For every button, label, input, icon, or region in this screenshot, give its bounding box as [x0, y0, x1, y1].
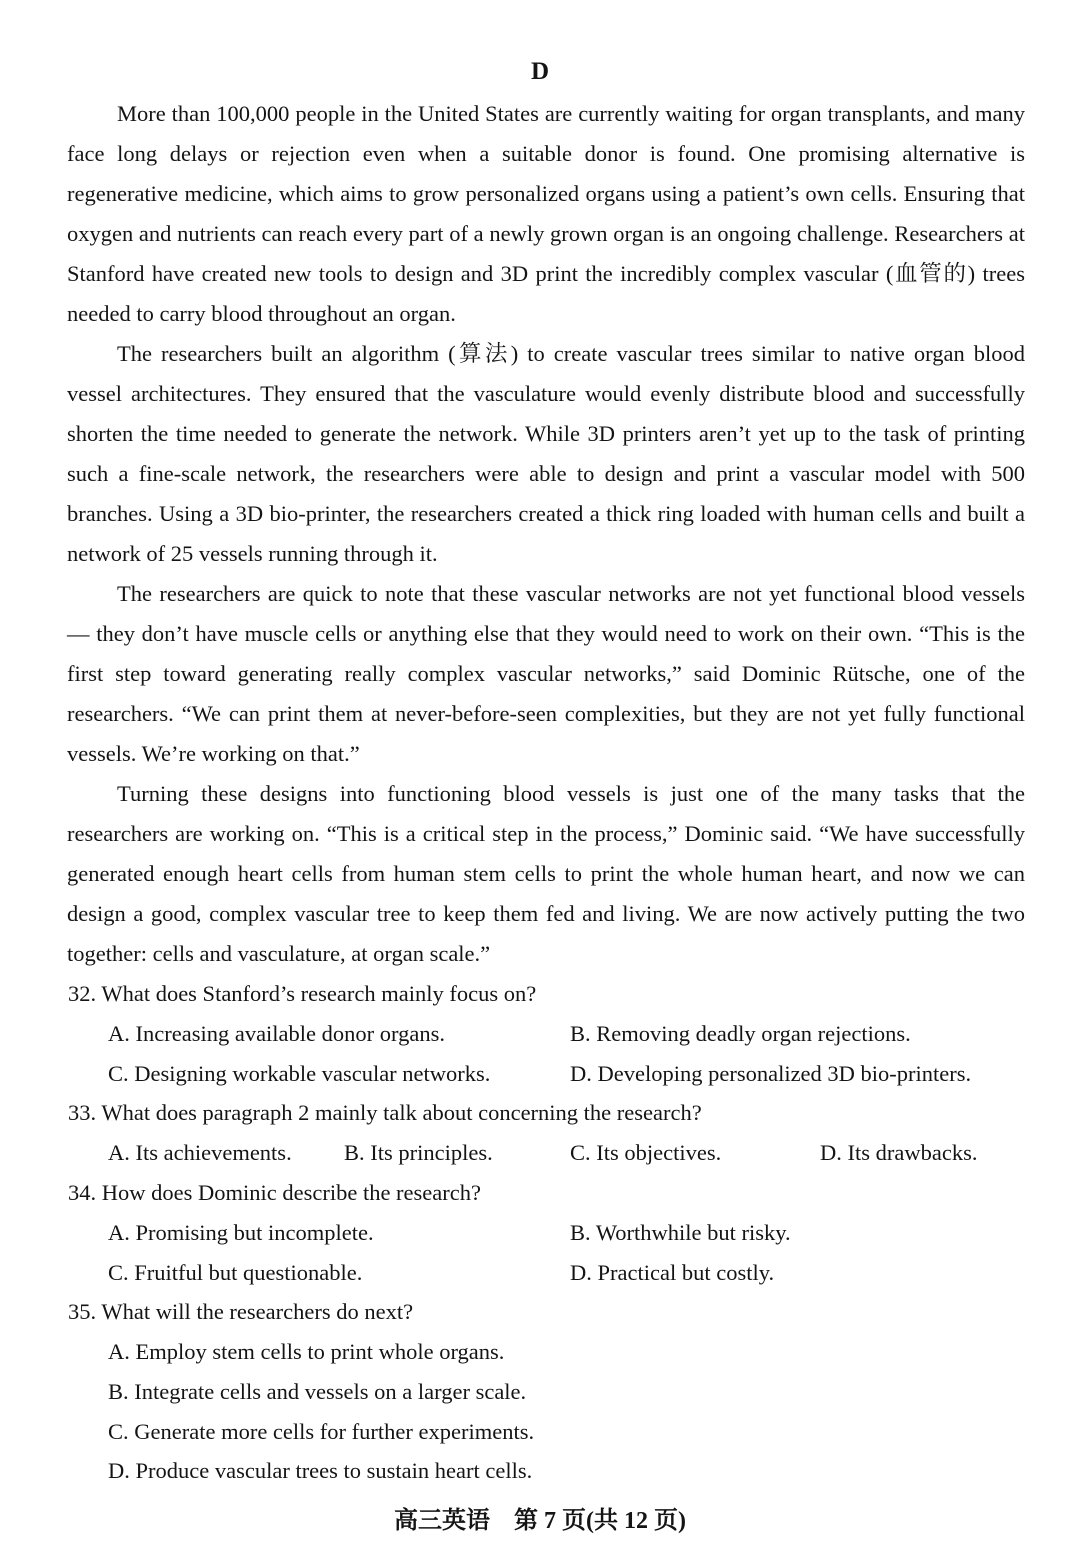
question-35-stem: 35. What will the researchers do next? [68, 1299, 414, 1324]
question-32-option-d: D. Developing personalized 3D bio-printers. [570, 1061, 972, 1086]
question-33-option-b: B. Its principles. [344, 1140, 493, 1165]
question-32-stem: 32. What does Stanford’s research mainly focus on? [68, 981, 537, 1006]
question-33-option-c: C. Its objectives. [570, 1140, 722, 1165]
section-heading: D [530, 58, 550, 85]
question-32-option-a: A. Increasing available donor organs. [108, 1021, 445, 1046]
passage-paragraph-2: The researchers built an algorithm (算法) to create vascular trees similar to native organ blood vessel architectures. They ensured that the vasculature would evenly distribute blood and successfully shorten the time needed to generate the network. While 3D printers aren’t yet up to the task of printing such a fine-scale network, the researchers were able to design and print a vascular model with 500 branches. Using a 3D bio-printer, the researchers created a thick ring loaded with human cells and built a network of 25 vessels running through it. [67, 341, 1025, 566]
question-34-option-c: C. Fruitful but questionable. [108, 1260, 363, 1285]
page-footer: 高三英语 第 7 页(共 12 页) [394, 1508, 686, 1534]
question-33-option-a: A. Its achievements. [108, 1140, 292, 1165]
question-33-option-d: D. Its drawbacks. [820, 1140, 978, 1165]
question-35-option-a: A. Employ stem cells to print whole organs. [108, 1339, 505, 1364]
question-32-option-b: B. Removing deadly organ rejections. [570, 1021, 911, 1046]
question-34-option-b: B. Worthwhile but risky. [570, 1220, 791, 1245]
passage-paragraph-4: Turning these designs into functioning blood vessels is just one of the many tasks that the researchers are working on. “This is a critical step in the process,” Dominic said. “We have successfully generated enough heart cells from human stem cells to print the whole human heart, and now we can design a good, complex vascular tree to keep them fed and living. We are now actively putting the two together: cells and vasculature, at organ scale.” [67, 781, 1025, 966]
passage-paragraph-1: More than 100,000 people in the United States are currently waiting for organ transplants, and many face long delays or rejection even when a suitable donor is found. One promising alternative is regenerative medicine, which aims to grow personalized organs using a patient’s own cells. Ensuring that oxygen and nutrients can reach every part of a newly grown organ is an ongoing challenge. Researchers at Stanford have created new tools to design and 3D print the incredibly complex vascular (血管的) trees needed to carry blood throughout an organ. [67, 101, 1025, 326]
passage-paragraph-3: The researchers are quick to note that these vascular networks are not yet functional blood vessels — they don’t have muscle cells or anything else that they would need to work on their own. “This is the first step toward generating really complex vascular networks,” said Dominic Rütsche, one of the researchers. “We can print them at never-before-seen complexities, but they are not yet fully functional vessels. We’re working on that.” [67, 581, 1025, 766]
question-35-option-d: D. Produce vascular trees to sustain heart cells. [108, 1458, 533, 1483]
question-35-option-b: B. Integrate cells and vessels on a larger scale. [108, 1379, 527, 1404]
question-32-option-c: C. Designing workable vascular networks. [108, 1061, 491, 1086]
question-33-stem: 33. What does paragraph 2 mainly talk about concerning the research? [68, 1100, 702, 1125]
question-34-stem: 34. How does Dominic describe the research? [68, 1180, 481, 1205]
question-34-option-a: A. Promising but incomplete. [108, 1220, 374, 1245]
question-34-option-d: D. Practical but costly. [570, 1260, 775, 1285]
question-35-option-c: C. Generate more cells for further experiments. [108, 1419, 535, 1444]
